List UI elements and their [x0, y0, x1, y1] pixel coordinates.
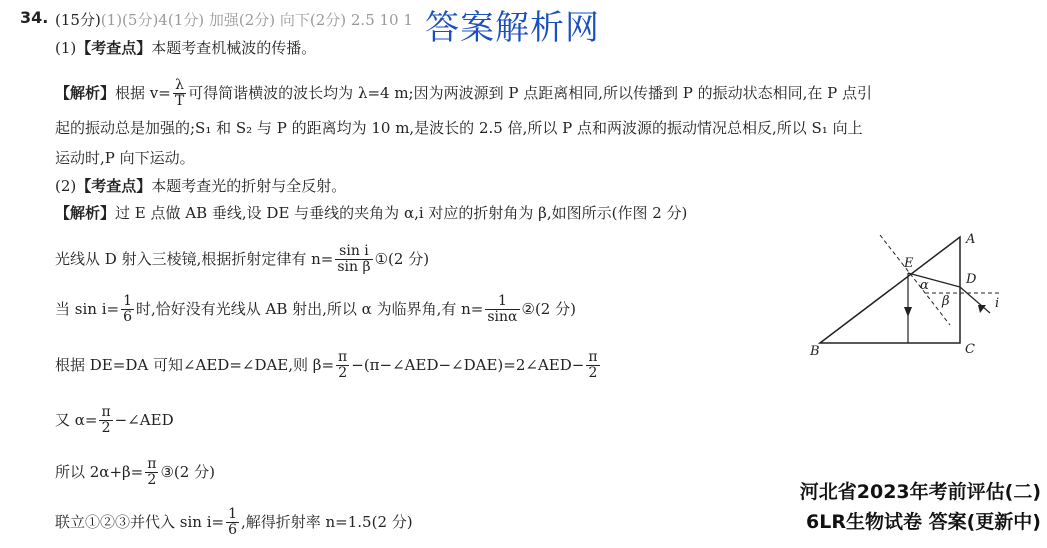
faint-answers: (1)(5分)4(1分) 加强(2分) 向下(2分) 2.5 10 1: [100, 11, 413, 29]
answer-header: [55, 9, 413, 30]
prism-diagram: [790, 225, 1020, 365]
part1-analysis-line1: 【解析】根据 v= $\frac{\lambda}{T}$ 可得简谐横波的波长均为 λ=4 m;因为两波源到 P 点距离相同,所以传播到 P 的振动状态相同,在 P 点引: [55, 77, 873, 110]
label-beta: β: [942, 294, 950, 309]
prism-triangle: [820, 237, 960, 343]
dashed-normal-ab: [880, 235, 950, 325]
footer-subtitle: 6LR生物试卷 答案(更新中): [806, 511, 1041, 533]
label-E: E: [904, 256, 914, 271]
equation-1: 光线从 D 射入三棱镜,根据折射定律有 n= $\frac{\text{sin i}}{\text{sin β}}$ ①(2 分): [55, 243, 430, 276]
equation-3: 根据 DE=DA 可知∠AED=∠DAE,则 β= $\frac{\pi}{2}$ −(π−∠AED−∠DAE)=2∠AED− $\frac{\pi}{2}$: [55, 349, 598, 382]
label-D: D: [966, 272, 977, 287]
equation-4: 又 α= $\frac{\pi}{2}$ −∠AED: [55, 404, 174, 437]
label-i: i: [995, 296, 1000, 311]
question-number: 34.: [20, 8, 49, 27]
label-C: C: [965, 342, 975, 357]
ray-arrow-down: [904, 307, 912, 317]
label-B: B: [810, 344, 820, 359]
part2-heading: (2)【考查点】本题考查光的折射与全反射。: [55, 177, 347, 195]
equation-6: 联立①②③并代入 sin i= $\frac{1}{6}$ ,解得折射率 n=1.5(2 分): [55, 506, 413, 539]
watermark: 答案解析网: [425, 8, 600, 48]
label-A: A: [966, 232, 976, 247]
part2-analysis: 【解析】过 E 点做 AB 垂线,设 DE 与垂线的夹角为 α,i 对应的折射角为 β,如图所示(作图 2 分): [55, 204, 688, 222]
total-score: (15分): [55, 11, 101, 29]
part1-heading: (1)【考查点】本题考查机械波的传播。: [55, 39, 317, 57]
footer-title: 河北省2023年考前评估(二): [799, 481, 1041, 503]
part1-analysis-line2: 起的振动总是加强的;S₁ 和 S₂ 与 P 的距离均为 10 m,是波长的 2.5 倍,所以 P 点和两波源的振动情况总相反,所以 S₁ 向上: [55, 119, 863, 137]
fraction-lambda-over-T: $\frac{\lambda}{T}$: [174, 77, 185, 110]
part1-analysis-line3: 运动时,P 向下运动。: [55, 149, 195, 167]
ray-de: [908, 273, 960, 287]
equation-2: 当 sin i= $\frac{1}{6}$ 时,恰好没有光线从 AB 射出,所以 α 为临界角,有 n= $\frac{1}{\sin\alpha}$ ②(2 分): [55, 293, 576, 326]
equation-5: 所以 2α+β= $\frac{\pi}{2}$ ③(2 分): [55, 456, 215, 489]
label-alpha: α: [920, 278, 929, 293]
ray-incident: [960, 287, 990, 313]
